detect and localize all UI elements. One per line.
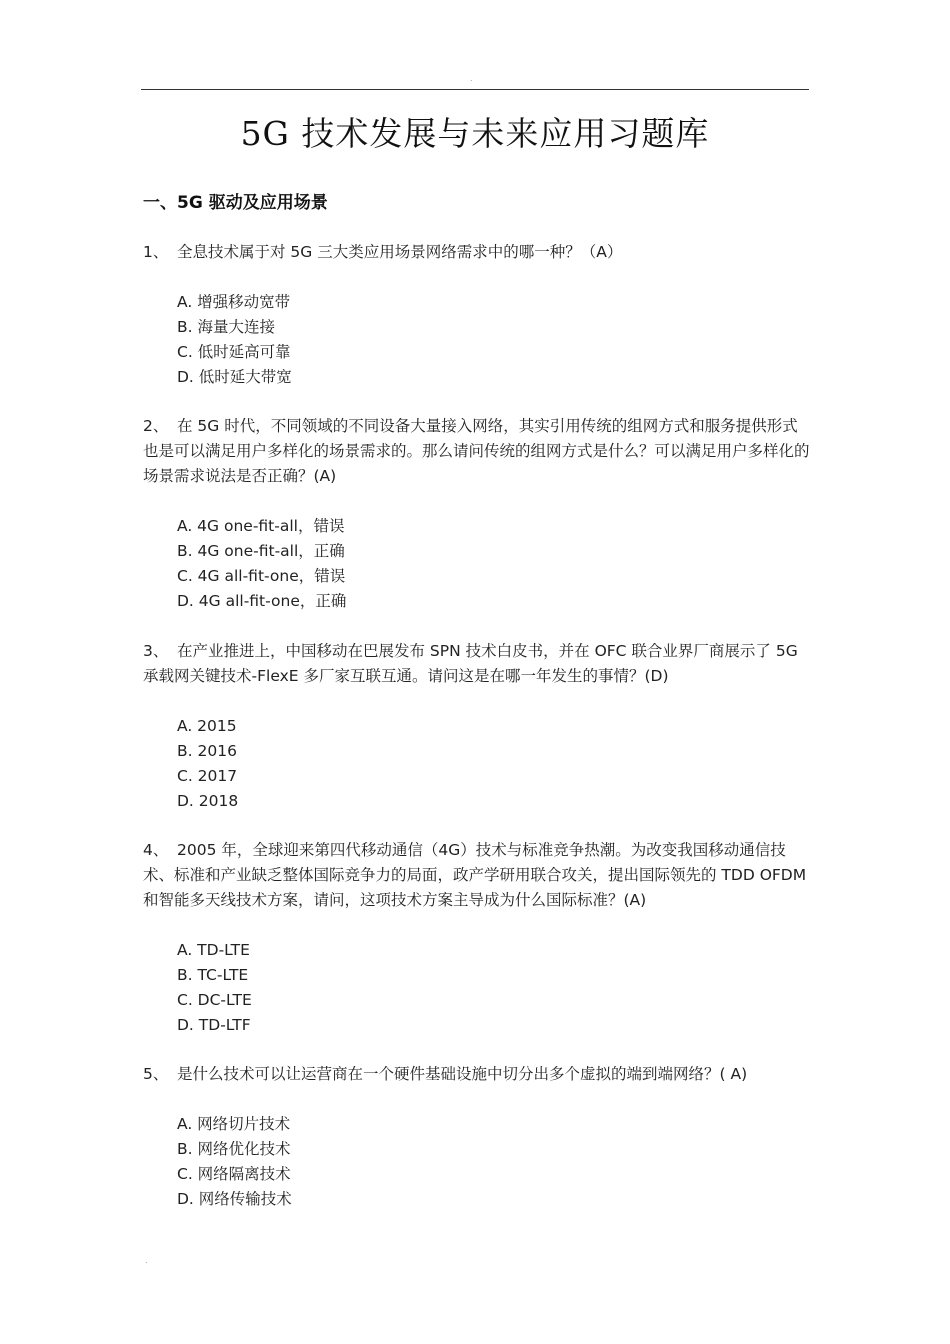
option-c: C. 低时延高可靠 (177, 343, 291, 361)
question-number: 2、 (143, 417, 169, 435)
question-number: 5、 (143, 1065, 169, 1083)
option-a: A. TD-LTE (177, 941, 250, 959)
option-c: C. 网络隔离技术 (177, 1165, 291, 1183)
option-a: A. 增强移动宽带 (177, 293, 291, 311)
option-d: D. TD-LTF (177, 1016, 251, 1034)
question-text: 是什么技术可以让运营商在一个硬件基础设施中切分出多个虚拟的端到端网络？( A) (177, 1065, 748, 1083)
question-5-options (177, 1112, 292, 1212)
question-1 (143, 240, 811, 265)
option-c: C. 4G all-fit-one，错误 (177, 567, 346, 585)
question-4 (143, 838, 811, 913)
question-3-options (177, 714, 238, 814)
option-a: A. 网络切片技术 (177, 1115, 291, 1133)
option-c: C. 2017 (177, 767, 238, 785)
option-d: D. 低时延大带宽 (177, 368, 292, 386)
option-b: B. 网络优化技术 (177, 1140, 291, 1158)
question-2 (143, 414, 811, 489)
question-text: 2005 年，全球迎来第四代移动通信（4G）技术与标准竞争热潮。为改变我国移动通信技术、标准和产业缺乏整体国际竞争力的局面，政产学研用联合攻关，提出国际领先的 TDD OFDM 和智能多天线技术方案，请问，这项技术方案主导成为什么国际标准？(A) (143, 841, 807, 909)
option-d: D. 2018 (177, 792, 239, 810)
question-number: 3、 (143, 642, 169, 660)
question-number: 4、 (143, 841, 169, 859)
option-a: A. 4G one-fit-all，错误 (177, 517, 345, 535)
question-5 (143, 1062, 811, 1087)
section-heading: 一、5G 驱动及应用场景 (143, 193, 328, 213)
option-a: A. 2015 (177, 717, 237, 735)
question-text: 全息技术属于对 5G 三大类应用场景网络需求中的哪一种？（A） (177, 243, 623, 261)
question-text: 在 5G 时代，不同领域的不同设备大量接入网络，其实引用传统的组网方式和服务提供形式也是可以满足用户多样化的场景需求的。那么请问传统的组网方式是什么？可以满足用户多样化的场景需求说法是否正确？(A) (143, 417, 810, 485)
header-rule (141, 89, 809, 90)
question-2-options (177, 514, 346, 614)
option-d: D. 网络传输技术 (177, 1190, 292, 1208)
footer-dot: . (145, 1256, 148, 1265)
option-d: D. 4G all-fit-one，正确 (177, 592, 347, 610)
question-text: 在产业推进上，中国移动在巴展发布 SPN 技术白皮书，并在 OFC 联合业界厂商展示了 5G 承载网关键技术-FlexE 多厂家互联互通。请问这是在哪一年发生的事情？(D) (143, 642, 798, 685)
option-c: C. DC-LTE (177, 991, 252, 1009)
option-b: B. 4G one-fit-all，正确 (177, 542, 345, 560)
question-3 (143, 639, 811, 689)
option-b: B. 2016 (177, 742, 237, 760)
option-b: B. TC-LTE (177, 966, 249, 984)
question-number: 1、 (143, 243, 169, 261)
question-4-options (177, 938, 252, 1038)
question-1-options (177, 290, 292, 390)
header-dot: . (470, 74, 473, 83)
document-title: 5G 技术发展与未来应用习题库 (240, 114, 710, 153)
option-b: B. 海量大连接 (177, 318, 275, 336)
